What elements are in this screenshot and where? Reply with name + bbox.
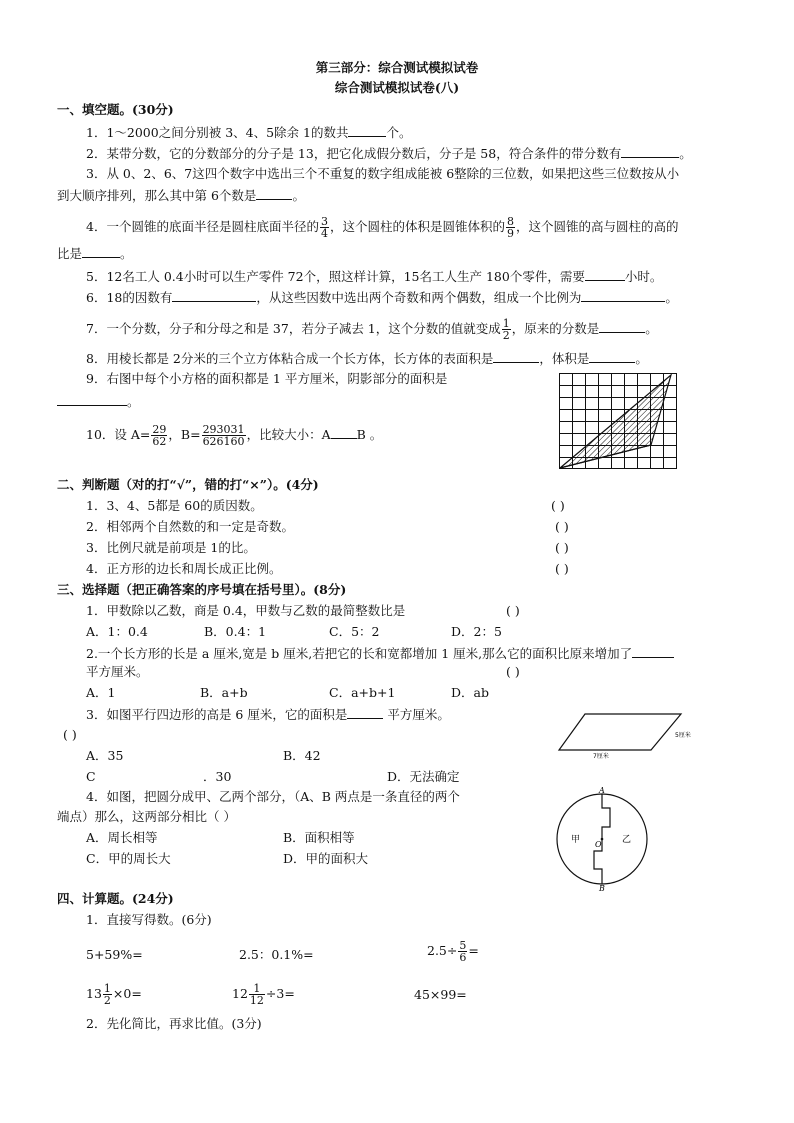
answer-parentheses[interactable]: ( ): [555, 540, 569, 555]
section4-heading: 四、计算题。(24分): [57, 891, 174, 906]
s1-q10-tail: B 。: [356, 427, 383, 442]
s3-q2-line2: 平方厘米。: [86, 664, 149, 679]
calc-1: 5+59%=: [86, 947, 143, 962]
s3-q4-option-c: C．甲的周长大: [86, 851, 171, 866]
calc-4: [86, 983, 142, 1006]
answer-blank[interactable]: [331, 426, 357, 439]
answer-blank[interactable]: [347, 706, 383, 719]
s1-q6: [86, 289, 678, 306]
s3-q2-text: 2.一个长方形的长是 a 厘米,宽是 b 厘米,若把它的长和宽都增加 1 厘米,那么它的面积比原来增加了: [86, 646, 633, 661]
s1-q3-tail: 。: [292, 188, 305, 203]
label-jia: 甲: [571, 835, 581, 845]
answer-blank[interactable]: [599, 320, 645, 333]
s1-q8-tail: 。: [635, 351, 648, 366]
s3-q1-option-d: D．2：5: [451, 624, 502, 639]
s1-q4-text3: ，这个圆锥的高与圆柱的高的: [515, 219, 679, 234]
fraction: $\frac{1}{2}$: [502, 317, 510, 342]
s3-q3-line1: [86, 706, 450, 723]
s3-q2-option-b: B．a+b: [200, 685, 248, 700]
s1-q4-text4: 比是: [57, 246, 83, 261]
s1-q4-tail: 。: [120, 246, 133, 261]
s3-q1-option-a: A．1：0.4: [86, 624, 148, 639]
answer-parentheses[interactable]: ( ): [551, 498, 565, 513]
s1-q9-line1: 9．右图中每个小方格的面积都是 1 平方厘米，阴影部分的面积是: [86, 371, 448, 386]
s2-item-4: 4．正方形的边长和周长成正比例。: [86, 561, 282, 576]
exam-title: 综合测试模拟试卷(八): [334, 80, 460, 95]
s3-q1: 1．甲数除以乙数，商是 0.4，甲数与乙数的最简整数比是: [86, 603, 406, 618]
parallelogram: [559, 714, 681, 750]
calc-3-eq: =: [468, 943, 479, 958]
answer-blank[interactable]: [256, 187, 292, 200]
section2-heading: 二、判断题（对的打“√”，错的打“×”）。(4分): [57, 477, 319, 492]
fraction: $\frac{1}{12}$: [249, 982, 264, 1007]
s1-q3-line2: [57, 187, 305, 204]
s2-item-1: 1．3、4、5都是 60的质因数。: [86, 498, 263, 513]
s3-q3-option-c-letter: C: [86, 769, 96, 784]
s1-q4-text2: ，这个圆柱的体积是圆锥体积的: [329, 219, 505, 234]
s3-q3-option-b: B．42: [283, 748, 321, 763]
calc-6: 45×99=: [414, 987, 467, 1002]
s1-q7-text2: ，原来的分数是: [511, 321, 600, 336]
s4-sub1: 1．直接写得数。(6分): [86, 912, 212, 927]
s1-q4-line1: [86, 216, 679, 239]
fraction: $\frac{5}{6}$: [459, 939, 467, 964]
s1-q7: [86, 318, 658, 341]
s3-q4-line2: 端点）那么，这两部分相比（ ）: [57, 809, 236, 824]
s3-q2-line1: [86, 645, 674, 662]
answer-parentheses[interactable]: ( ): [63, 727, 77, 742]
s1-q6-text: 6．18的因数有: [86, 290, 173, 305]
s1-q8-text2: ，体积是: [539, 351, 590, 366]
calc-4-whole: 13: [86, 986, 102, 1001]
label-yi: 乙: [622, 835, 632, 845]
answer-parentheses[interactable]: ( ): [506, 603, 520, 618]
s1-q5: [86, 268, 662, 285]
s1-q10: [86, 424, 382, 447]
s1-q2-text: 2．某带分数，它的分数部分的分子是 13，把它化成假分数后，分子是 58，符合条件的带分数有: [86, 146, 622, 161]
s3-q3-option-a: A．35: [86, 748, 124, 763]
s1-q3-line1: 3．从 0、2、6、7这四个数字中选出三个不重复的数字组成能被 6整除的三位数，如果把这些三位数按从小: [86, 166, 680, 181]
s1-q8: [86, 350, 648, 367]
s1-q8-text: 8．用棱长都是 2分米的三个立方体粘合成一个长方体，长方体的表面积是: [86, 351, 494, 366]
label-b: B: [599, 884, 605, 893]
s3-q2-option-c: C．a+b+1: [329, 685, 396, 700]
section3-heading: 三、选择题（把正确答案的序号填在括号里）。(8分): [57, 582, 347, 597]
s1-q5-text: 5．12名工人 0.4小时可以生产零件 72个，照这样计算，15名工人生产 180个零件，需要: [86, 269, 585, 284]
s1-q9-tail: 。: [127, 394, 140, 409]
s1-q2: [86, 145, 692, 162]
s3-q3-option-c-value: ．30: [203, 769, 232, 784]
s1-q7-text: 7．一个分数，分子和分母之和是 37，若分子减去 1，这个分数的值就变成: [86, 321, 501, 336]
calc-5-whole: 12: [232, 986, 248, 1001]
s2-item-3: 3．比例尺就是前项是 1的比。: [86, 540, 256, 555]
answer-blank[interactable]: [585, 268, 625, 281]
s1-q6-tail: 。: [665, 290, 678, 305]
s3-q3-text: 3．如图平行四边形的高是 6 厘米，它的面积是: [86, 707, 348, 722]
label-o: O: [595, 840, 602, 849]
answer-parentheses[interactable]: ( ): [555, 561, 569, 576]
s3-q1-option-b: B．0.4：1: [204, 624, 267, 639]
calc-5: [232, 983, 295, 1006]
s1-q3-text: 到大顺序排列，那么其中第 6个数是: [57, 188, 257, 203]
answer-blank[interactable]: [581, 289, 665, 302]
answer-blank[interactable]: [57, 393, 127, 406]
s1-q4-line2: [57, 245, 133, 262]
s3-q4-option-a: A．周长相等: [86, 830, 158, 845]
s3-q4-option-d: D．甲的面积大: [283, 851, 369, 866]
calc-5-tail: ÷3=: [265, 986, 295, 1001]
s3-q3-tail: 平方厘米。: [387, 707, 450, 722]
fraction: $\frac{293031}{626160}$: [202, 423, 245, 448]
answer-blank[interactable]: [589, 350, 635, 363]
answer-blank[interactable]: [493, 350, 539, 363]
s3-q3-option-d: D．无法确定: [387, 769, 460, 784]
answer-parentheses[interactable]: ( ): [506, 664, 520, 679]
answer-blank[interactable]: [348, 124, 386, 137]
calc-2: 2.5：0.1%=: [239, 947, 314, 962]
fraction: $\frac{29}{62}$: [152, 423, 167, 448]
s1-q9-line2: [57, 393, 140, 410]
s1-q4-text: 4．一个圆锥的底面半径是圆柱底面半径的: [86, 219, 319, 234]
fraction: $\frac{1}{2}$: [103, 982, 111, 1007]
grid-shaded-figure: [559, 373, 677, 469]
s1-q10-text: 10．设 A=: [86, 427, 151, 442]
s1-q1-tail: 个。: [386, 125, 412, 140]
answer-parentheses[interactable]: ( ): [555, 519, 569, 534]
fraction: $\frac{8}{9}$: [506, 215, 514, 240]
s1-q5-tail: 小时。: [624, 269, 663, 284]
calc-3-text: 2.5÷: [427, 943, 458, 958]
s2-item-2: 2．相邻两个自然数的和一定是奇数。: [86, 519, 294, 534]
s1-q7-tail: 。: [645, 321, 658, 336]
section1-heading: 一、填空题。(30分): [57, 102, 174, 117]
s1-q1: [86, 124, 412, 141]
s3-q4-line1: 4．如图，把圆分成甲、乙两个部分，（A、B 两点是一条直径的两个: [86, 789, 460, 804]
s3-q2-option-d: D．ab: [451, 685, 489, 700]
s1-q6-text2: ，从这些因数中选出两个奇数和两个偶数，组成一个比例为: [256, 290, 582, 305]
s1-q10-text2: ，B=: [168, 427, 201, 442]
s4-sub2: 2．先化简比，再求比值。(3分): [86, 1016, 262, 1031]
label-a: A: [599, 786, 605, 795]
answer-blank[interactable]: [82, 245, 120, 258]
answer-blank[interactable]: [621, 145, 679, 158]
exam-part-title: 第三部分：综合测试模拟试卷: [315, 60, 479, 75]
s1-q1-text: 1．1～2000之间分别被 3、4、5除余 1的数共: [86, 125, 349, 140]
calc-3: [427, 940, 479, 963]
calc-4-tail: ×0=: [112, 986, 142, 1001]
divided-circle-figure: [558, 783, 648, 893]
s1-q2-tail: 。: [679, 146, 692, 161]
s3-q2-option-a: A．1: [86, 685, 116, 700]
fraction: $\frac{3}{4}$: [320, 215, 328, 240]
label-7cm: 7厘米: [593, 753, 609, 760]
label-5cm: 5厘米: [675, 732, 691, 739]
parallelogram-figure: [557, 710, 691, 760]
s3-q4-option-b: B．面积相等: [283, 830, 355, 845]
answer-blank[interactable]: [172, 289, 256, 302]
s3-q1-option-c: C．5：2: [329, 624, 380, 639]
s1-q10-text3: ，比较大小：A: [246, 427, 331, 442]
answer-blank[interactable]: [632, 645, 674, 658]
